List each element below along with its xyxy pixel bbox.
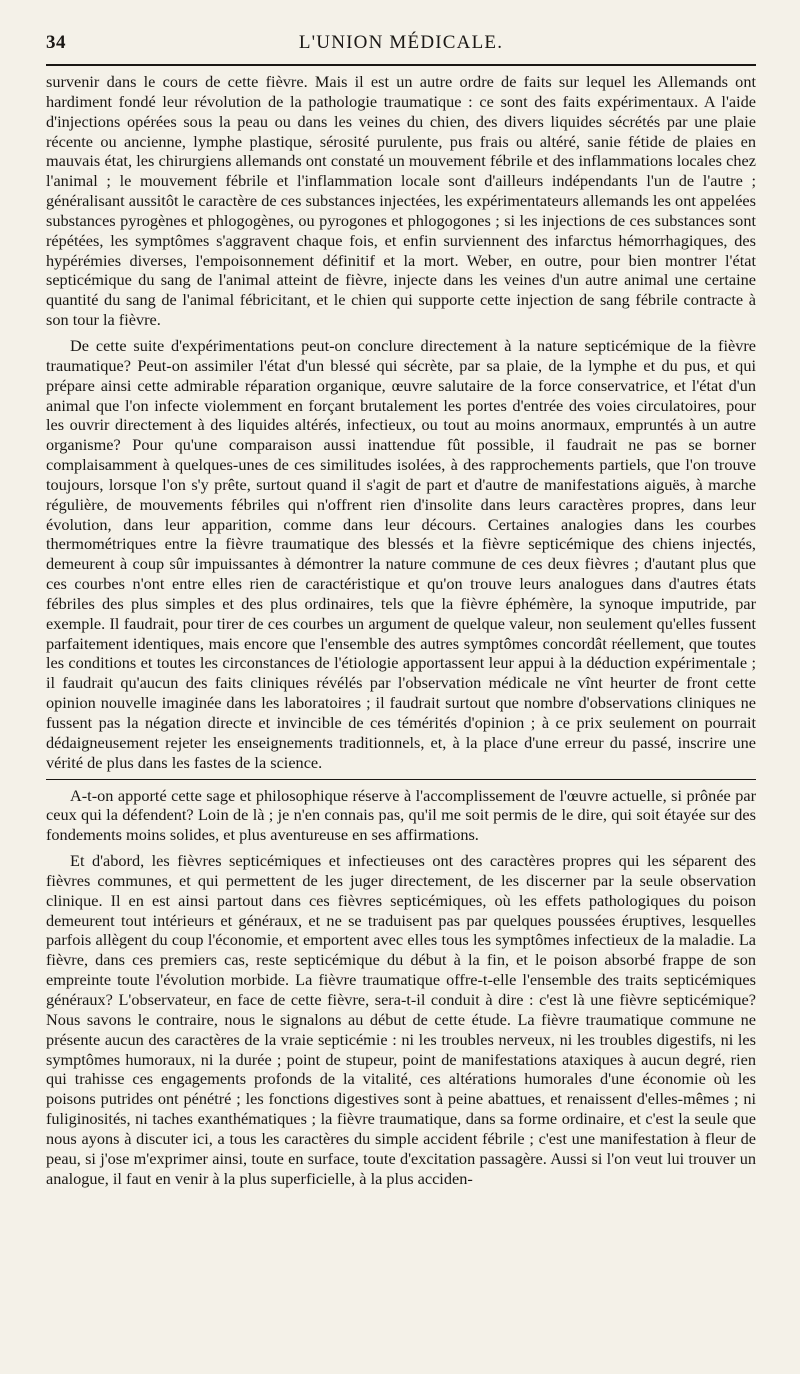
- paragraph-1: survenir dans le cours de cette fièvre. Mais il est un autre ordre de faits sur lequel les Allemands ont hardiment fondé leur révolution de la pathologie traumatique : ce sont des faits expérimentaux. A l'aide d'injections opérées sous la peau ou dans les veines du chien, des divers liquides sécrétés par une plaie récente ou ancienne, lymphe plastique, sérosité purulente, pus frais ou altéré, sanie fétide de plaies en mauvais état, les chirurgiens allemands ont constaté un mouvement fébrile et des inflammations locales chez l'animal ; le mouvement fébrile et l'inflammation locale sont d'ailleurs indépendants l'un de l'autre ; généralisant aussitôt le caractère de ces substances injectées, les expérimentateurs allemands les ont appelées substances pyrogènes et phlogogènes, ou pyrogones et phlogogones ; si les injections de ces substances sont répétées, les symptômes s'aggravent chaque fois, et enfin surviennent des infarctus hémorrhagiques, des hypérémies diverses, l'empoisonnement définitif et la mort. Weber, en outre, pour bien montrer l'état septicémique du sang de l'animal atteint de fièvre, injecte dans les veines d'un autre animal une certaine quantité du sang de l'animal fébricitant, et le chien qui supporte cette injection de sang fébrile contracte à son tour la fièvre.: [46, 72, 756, 330]
- paragraph-3: A-t-on apporté cette sage et philosophique réserve à l'accomplissement de l'œuvre actuelle, si prônée par ceux qui la défendent? Loin de là ; je n'en connais pas, qu'il me soit permis de le dire, qui soit étayée sur des fondements moins solides, et plus aventureuse en ses affirmations.: [46, 785, 756, 845]
- body-text: [46, 72, 756, 1188]
- running-header: [46, 28, 756, 62]
- paragraph-4: Et d'abord, les fièvres septicémiques et infectieuses ont des caractères propres qui les séparent des fièvres communes, et qui permettent de les juger directement, de les discerner par la seule observation clinique. Il en est ainsi partout dans ces fièvres septicémiques, où les effets pathologiques du poison demeurent tout intérieurs et généraux, et ne se traduisent pas par quelques poussées éruptives, lesquelles parfois allègent du coup l'économie, et emportent avec elles tous les symptômes infectieux de la maladie. La fièvre, dans ces premiers cas, reste septicémique du début à la fin, et le poison absorbé frappe de son empreinte toute l'évolution morbide. La fièvre traumatique offre-t-elle l'ensemble des traits septicémiques généraux? L'observateur, en face de cette fièvre, sera-t-il conduit à dire : c'est là une fièvre septicémique? Nous savons le contraire, nous le signalons au début de cette étude. La fièvre traumatique commune ne présente aucun des caractères de la vraie septicémie : ni les troubles nerveux, ni les troubles digestifs, ni les symptômes humoraux, ni la durée ; point de stupeur, point de manifestations ataxiques à aucun degré, rien qui trahisse ces engagements profonds de la vitalité, ces altérations humorales d'une économie où les poisons putrides ont pénétré ; les fonctions digestives sont à peine abattues, et renaissent d'elles-mêmes ; ni fuliginosités, ni taches exanthématiques ; la fièvre traumatique, dans sa forme ordinaire, et c'est la seule que nous ayons à discuter ici, a tous les caractères du simple accident fébrile ; c'est une manifestation à fleur de peau, si j'ose m'exprimer ainsi, toute en surface, toute d'excitation passagère. Aussi si l'on veut lui trouver un analogue, il faut en venir à la plus superficielle, à la plus acciden-: [46, 851, 756, 1188]
- header-rule: [46, 64, 756, 66]
- page-number: 34: [46, 32, 66, 53]
- journal-title: L'UNION MÉDICALE.: [298, 32, 504, 53]
- paragraph-2: De cette suite d'expérimentations peut-on conclure directement à la nature septicémique de la fièvre traumatique? Peut-on assimiler l'état d'un blessé qui sécrète, par sa plaie, de la lymphe et du pus, et qui prépare ainsi cette admirable réparation organique, œuvre salutaire de la force conservatrice, et l'état d'un animal que l'on infecte violemment en forçant brutalement les portes d'entrée des voies circulatoires, pour les ouvrir directement à des liquides altérés, infectieux, ou tout au moins anormaux, empruntés à un autre organisme? Pour qu'une comparaison aussi inattendue fût possible, il faudrait ne pas se borner complaisamment à quelques-unes de ces similitudes isolées, à des rapprochements partiels, que l'on trouve toujours, lorsque l'on s'y prête, surtout quand il s'agit de part et d'autre de manifestations aiguës, à marche régulière, de mouvements fébriles qui n'offrent rien d'insolite dans leurs caractères propres, dans leur évolution, dans leur apparition, comme dans leur décours. Certaines analogies dans les courbes thermométriques entre la fièvre traumatique des blessés et la fièvre septicémique des chiens injectés, demeurent à coup sûr impuissantes à démontrer la nature commune de ces deux fièvres ; d'autant plus que ces courbes n'ont entre elles rien de caractéristique et qu'on trouve leurs analogues dans d'autres états fébriles des plus simples et des plus ordinaires, tels que la fièvre éphémère, la synoque imputride, par exemple. Il faudrait, pour tirer de ces courbes un argument de quelque valeur, non seulement qu'elles fussent parfaitement identiques, mais encore que l'ensemble des autres symptômes concordât réellement, que toutes les conditions et toutes les circonstances de l'étiologie apportassent leur appui à la déduction expérimentale ; il faudrait qu'aucun des faits cliniques révélés par l'observation médicale ne vînt heurter de front cette opinion nouvelle imaginée dans les laboratoires ; il faudrait surtout que nombre d'observations cliniques ne fussent pas la négation directe et invincible de ces témérités d'opinion ; à ce prix seulement on pourrait dédaigneusement rejeter les enseignements traditionnels, et, à la place d'une erreur du passé, inscrire une vérité de plus dans les fastes de la science.: [46, 335, 756, 772]
- section-divider: [46, 779, 756, 780]
